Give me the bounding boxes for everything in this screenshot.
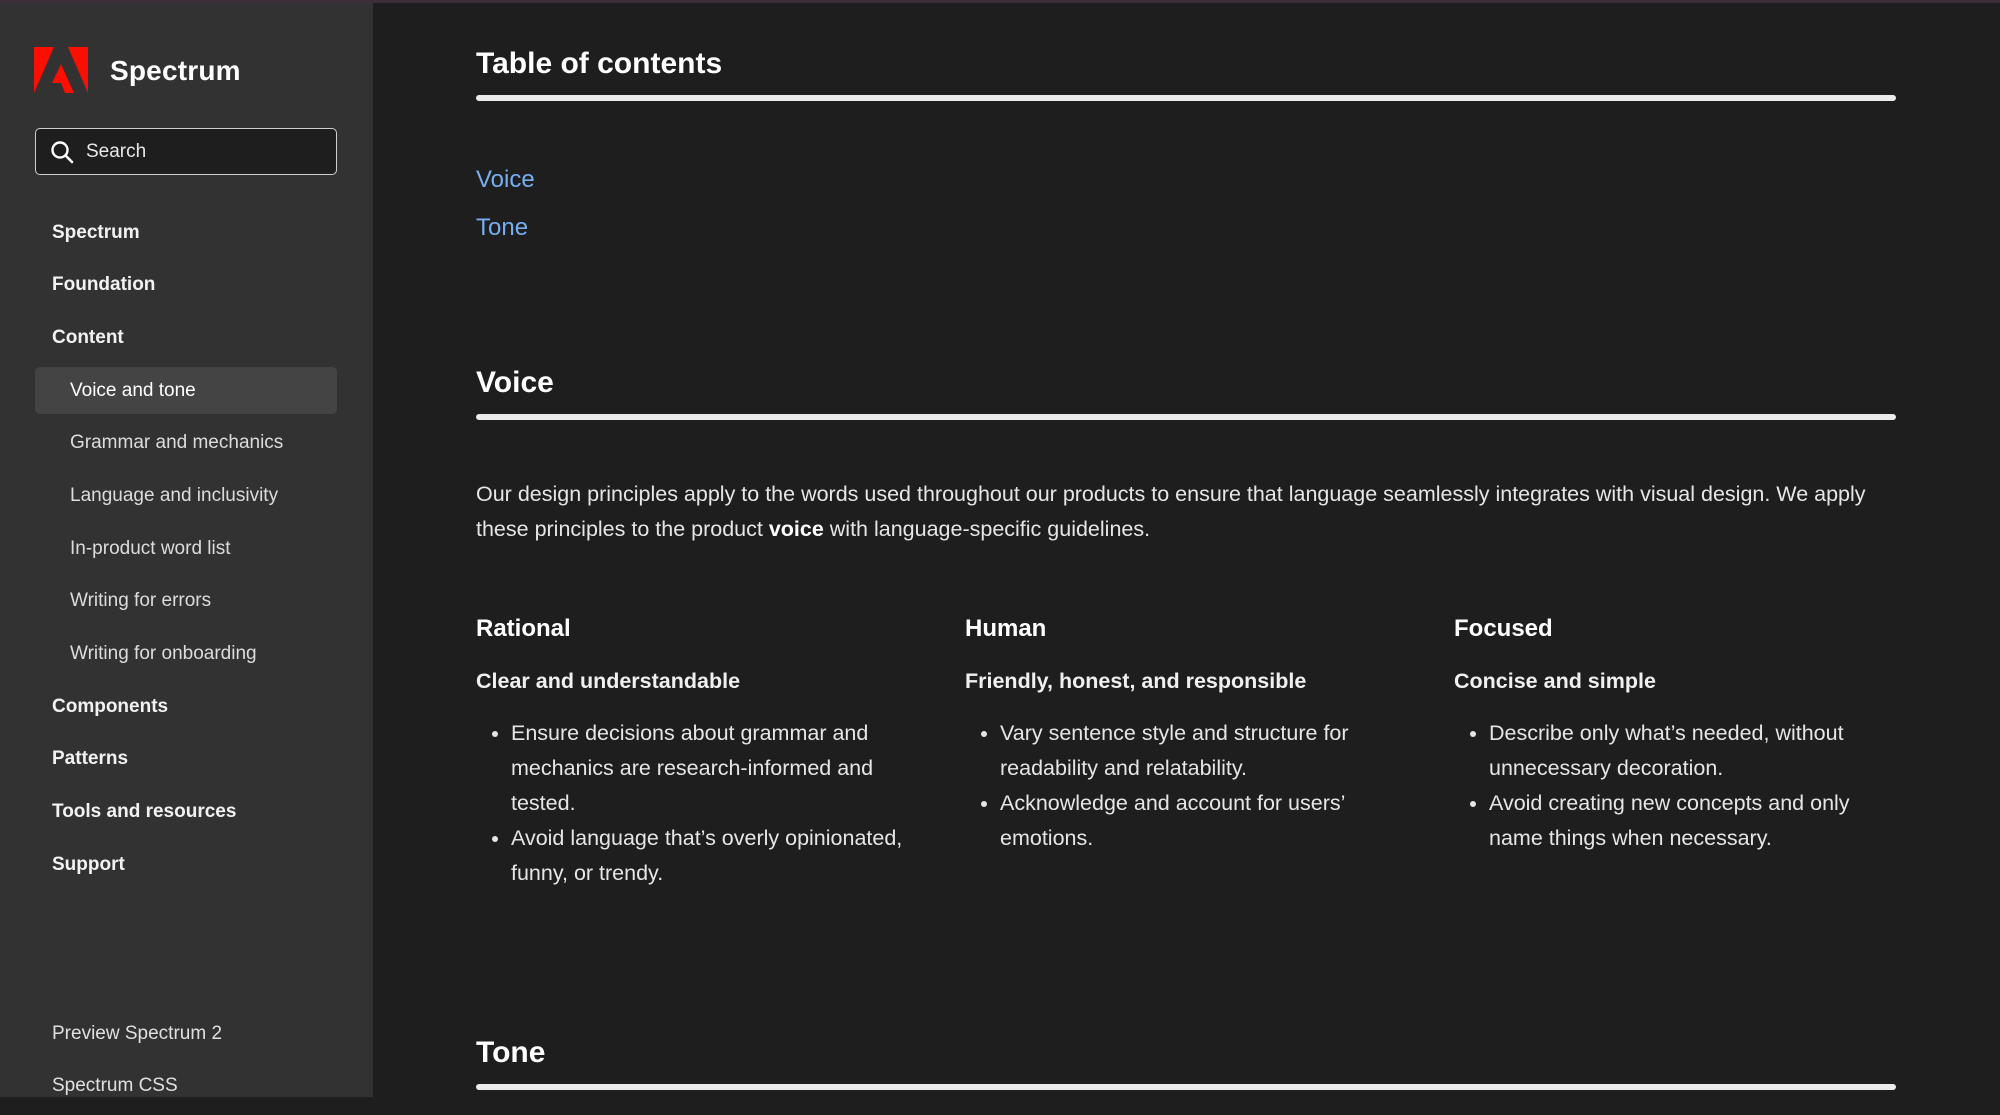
principle-rational [476, 608, 916, 891]
principle-human [965, 608, 1405, 856]
principle-list [1454, 716, 1894, 856]
brand-name: Spectrum [110, 55, 241, 86]
principle-subtitle: Friendly, honest, and responsible [965, 669, 1307, 693]
sidebar-item-writing-for-onboarding[interactable]: Writing for onboarding [70, 643, 257, 664]
sidebar-item-content[interactable]: Content [52, 326, 124, 348]
sidebar-item-tools-and-resources[interactable]: Tools and resources [52, 801, 237, 823]
sidebar-item-language-and-inclusivity[interactable]: Language and inclusivity [70, 484, 279, 506]
toc-heading: Table of contents [476, 47, 723, 80]
sidebar-item-voice-and-tone[interactable]: Voice and tone [35, 367, 337, 414]
toc-link-voice[interactable]: Voice [476, 166, 535, 193]
sidebar-footer [35, 1010, 337, 1115]
list-item: • Avoid language that’s overly opinionated, funny, or trendy. [511, 821, 916, 891]
principle-title: Rational [476, 615, 571, 642]
tone-heading: Tone [476, 1036, 546, 1069]
toc-divider [476, 95, 1896, 101]
brand[interactable] [34, 47, 241, 95]
tone-divider [476, 1084, 1896, 1090]
voice-heading: Voice [476, 366, 554, 399]
principle-list [965, 716, 1405, 856]
search-box[interactable] [35, 128, 337, 175]
sidebar-item-patterns[interactable]: Patterns [52, 748, 129, 770]
sidebar [0, 3, 373, 1097]
principle-title: Focused [1454, 615, 1553, 642]
adobe-logo-icon [34, 47, 88, 95]
search-input[interactable] [86, 141, 316, 163]
sidebar-item-foundation[interactable]: Foundation [52, 274, 156, 296]
sidebar-item-writing-for-errors[interactable]: Writing for errors [70, 590, 212, 612]
sidebar-item-components[interactable]: Components [52, 695, 169, 717]
voice-emphasis: voice [768, 517, 824, 541]
list-item: • Vary sentence style and structure for readability and relatability. [1000, 716, 1405, 786]
toc-link-tone[interactable]: Tone [476, 214, 529, 241]
principle-list [476, 716, 916, 891]
sidebar-item-spectrum[interactable]: Spectrum [52, 221, 140, 243]
principle-focused [1454, 608, 1894, 856]
list-item: • Acknowledge and account for users’ emotions. [1000, 786, 1405, 856]
preview-spectrum-2-link[interactable]: Preview Spectrum 2 [52, 1022, 223, 1044]
list-item: • Avoid creating new concepts and only name things when necessary. [1489, 786, 1894, 856]
principle-subtitle: Concise and simple [1454, 669, 1656, 693]
search-icon [50, 140, 74, 164]
sidebar-nav [35, 209, 337, 894]
sidebar-item-in-product-word-list[interactable]: In-product word list [70, 537, 231, 559]
principle-title: Human [965, 615, 1047, 642]
sidebar-item-grammar-and-mechanics[interactable]: Grammar and mechanics [70, 432, 284, 454]
sidebar-item-support[interactable]: Support [52, 853, 125, 875]
principle-subtitle: Clear and understandable [476, 669, 741, 693]
voice-intro: Our design principles apply to the words used throughout our products to ensure that language seamlessly integrates with visual design. We apply these principles to the product voice with language-specific guidelines. [476, 482, 1866, 541]
voice-divider [476, 414, 1896, 420]
list-item: • Ensure decisions about grammar and mechanics are research-informed and tested. [511, 716, 916, 821]
spectrum-css-link[interactable]: Spectrum CSS [52, 1075, 178, 1097]
list-item: • Describe only what’s needed, without unnecessary decoration. [1489, 716, 1894, 786]
